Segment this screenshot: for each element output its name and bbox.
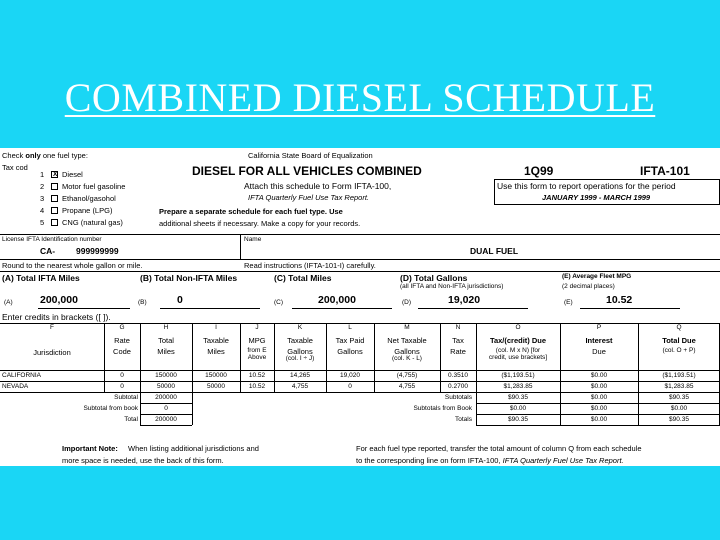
underline (160, 308, 260, 309)
grid-line (638, 323, 639, 425)
cell-total-due: ($1,193.51) (662, 372, 696, 379)
important-note-line2: more space is needed, use the back of this form. (62, 456, 224, 465)
taxpayer-name: DUAL FUEL (470, 246, 519, 256)
fuel-type-2-number: 2 (40, 182, 45, 191)
totals-total-due: $90.35 (669, 416, 689, 423)
subtotals-from-book-label: Subtotals from Book (413, 405, 472, 412)
col-d-note: (all IFTA and Non-IFTA jurisdictions) (400, 283, 504, 290)
subtotal-label: Subtotal (114, 394, 138, 401)
subtotals-from-book-interest: $0.00 (590, 405, 608, 412)
important-note-line1: When listing additional jurisdictions and (128, 444, 259, 453)
grid-line (560, 323, 561, 425)
transfer-note-line2: to the corresponding line on form IFTA-100, IFTA Quarterly Fuel Use Tax Report. (356, 456, 624, 465)
grid-line (476, 323, 477, 425)
form-id: IFTA-101 (640, 164, 690, 178)
divider (0, 259, 240, 260)
row-border (476, 403, 720, 404)
col-b-label: (B) Total Non-IFTA Miles (140, 273, 238, 283)
cell-taxable-miles: 50000 (206, 383, 226, 390)
divider (240, 259, 720, 260)
col-d-label: (D) Total Gallons (400, 273, 468, 283)
cell-total-miles: 150000 (155, 372, 177, 379)
header-total-due: Total Due (col. O + P) (662, 336, 696, 354)
a-letter: (A) (4, 299, 13, 306)
additional-sheets-note: additional sheets if necessary. Make a copy for your records. (159, 219, 361, 228)
header-net-taxable-gallons: Net Taxable Gallons (col. K - L) (387, 336, 427, 362)
attach-form-name: IFTA Quarterly Fuel Use Tax Report. (248, 193, 370, 202)
fuel-type-5-number: 5 (40, 218, 45, 227)
col-letter-p: P (596, 324, 602, 331)
row-border (476, 414, 720, 415)
totals-label: Totals (455, 416, 472, 423)
cell-jurisdiction: CALIFORNIA (2, 372, 42, 379)
transfer-note-line1: For each fuel type reported, transfer the total amount of column Q from each schedule (356, 444, 642, 453)
average-fleet-mpg: 10.52 (606, 294, 633, 306)
c-letter: (C) (274, 299, 284, 306)
license-number: 999999999 (76, 246, 119, 256)
round-instruction: Round to the nearest whole gallon or mile. (2, 261, 143, 270)
row-border (0, 392, 720, 393)
col-e-note: (2 decimal places) (562, 283, 615, 290)
cell-mpg: 10.52 (248, 372, 266, 379)
d-letter: (D) (402, 299, 412, 306)
grid-line (440, 323, 441, 392)
col-letter-f: F (50, 324, 54, 331)
license-prefix: CA- (40, 246, 56, 256)
cell-net-taxable-gallons: 4,755 (398, 383, 416, 390)
fuel-type-5-checkbox[interactable] (51, 219, 58, 226)
tax-code-label: Tax cod (2, 163, 28, 172)
header-tax-rate: Tax Rate (450, 336, 466, 356)
subtotal-miles: 200000 (155, 394, 177, 401)
form-heading: DIESEL FOR ALL VEHICLES COMBINED (192, 164, 422, 178)
underline (580, 308, 680, 309)
underline (418, 308, 528, 309)
underline (38, 308, 130, 309)
divider (240, 234, 241, 260)
header-rate-code: Rate Code (113, 336, 131, 356)
row-border (140, 425, 192, 426)
grid-line (140, 323, 141, 425)
row-border (140, 414, 192, 415)
col-e-label: (E) Average Fleet MPG (562, 273, 632, 280)
row-border (0, 381, 720, 382)
cell-tax-paid-gallons: 0 (348, 383, 352, 390)
cell-interest-due: $0.00 (590, 383, 608, 390)
read-instruction: Read instructions (IFTA-101-I) carefully. (244, 261, 376, 270)
cell-taxable-gallons: 14,265 (290, 372, 310, 379)
header-bottom-border (0, 370, 720, 371)
cell-tax-due: $1,283.85 (503, 383, 533, 390)
cell-rate-code: 0 (120, 383, 124, 390)
fuel-type-3-number: 3 (40, 194, 45, 203)
cell-taxable-miles: 150000 (205, 372, 227, 379)
col-letter-k: K (297, 324, 303, 331)
underline (292, 308, 392, 309)
total-gallons: 19,020 (448, 294, 481, 306)
fuel-type-1-number: 1 (40, 170, 45, 179)
col-c-label: (C) Total Miles (274, 273, 332, 283)
subtotals-from-book-tax-due: $0.00 (509, 405, 527, 412)
fuel-type-2-label: Motor fuel gasoline (62, 182, 126, 191)
col-letter-i: I (215, 324, 217, 331)
subtotals-from-book-total-due: $0.00 (670, 405, 688, 412)
subtotals-total-due: $90.35 (669, 394, 689, 401)
cell-rate-code: 0 (120, 372, 124, 379)
fuel-type-1-checkbox[interactable]: X (53, 171, 58, 178)
fuel-type-4-checkbox[interactable] (51, 207, 58, 214)
subtotal-from-book-miles: 0 (164, 405, 168, 412)
header-tax-paid-gallons: Tax Paid Gallons (335, 336, 365, 356)
cell-total-miles: 50000 (156, 383, 176, 390)
fuel-type-4-number: 4 (40, 206, 45, 215)
col-letter-j: J (255, 324, 259, 331)
total-miles: 200,000 (318, 294, 356, 306)
cell-tax-due: ($1,193.51) (501, 372, 535, 379)
reporting-period: JANUARY 1999 - MARCH 1999 (542, 193, 651, 202)
cell-jurisdiction: NEVADA (2, 383, 29, 390)
grid-line (374, 323, 375, 392)
important-note-label: Important Note: (62, 444, 118, 453)
fuel-type-2-checkbox[interactable] (51, 183, 58, 190)
header-tax-due: Tax/(credit) Due (col. M x N) [for credit, use brackets] (488, 336, 548, 361)
fuel-type-3-checkbox[interactable] (51, 195, 58, 202)
attach-instruction: Attach this schedule to Form IFTA-100, (244, 181, 392, 191)
license-label: License IFTA Identification number (2, 236, 102, 243)
agency-name: California State Board of Equalization (248, 151, 373, 160)
cell-tax-rate: 0.2700 (448, 383, 468, 390)
col-letter-o: O (515, 324, 521, 331)
col-letter-g: G (119, 324, 125, 331)
col-letter-l: L (348, 324, 352, 331)
total-non-ifta-miles: 0 (177, 294, 183, 306)
separate-schedule-note: Prepare a separate schedule for each fuel type. Use (159, 207, 343, 216)
cell-tax-rate: 0.3510 (448, 372, 468, 379)
divider (0, 234, 720, 235)
subtotals-tax-due: $90.35 (508, 394, 528, 401)
totals-tax-due: $90.35 (508, 416, 528, 423)
ifta-101-form (0, 148, 720, 466)
credits-instruction: Enter credits in brackets ([ ]). (2, 312, 111, 322)
cell-net-taxable-gallons: (4,755) (396, 372, 418, 379)
grid-line (104, 323, 105, 392)
quarter: 1Q99 (524, 164, 554, 178)
total-label: Total (124, 416, 138, 423)
grid-line (326, 323, 327, 392)
header-interest-due: Interest Due (585, 336, 613, 356)
col-letter-h: H (163, 324, 169, 331)
fuel-type-1-label: Diesel (62, 170, 83, 179)
totals-interest: $0.00 (590, 416, 608, 423)
header-taxable-miles: Taxable Miles (203, 336, 229, 356)
col-letter-q: Q (676, 324, 682, 331)
cell-interest-due: $0.00 (590, 372, 608, 379)
row-border (476, 425, 720, 426)
table-top-border (0, 323, 720, 324)
header-taxable-gallons: Taxable Gallons (col. I ÷ J) (285, 336, 315, 362)
total-miles-sum: 200000 (155, 416, 177, 423)
cell-total-due: $1,283.85 (664, 383, 694, 390)
col-a-label: (A) Total IFTA Miles (2, 273, 80, 283)
cell-taxable-gallons: 4,755 (291, 383, 309, 390)
header-mpg: MPG from E Above (247, 336, 267, 361)
grid-line (274, 323, 275, 392)
subtotals-label: Subtotals (444, 394, 472, 401)
header-jurisdiction: Jurisdiction (33, 348, 71, 357)
total-ifta-miles: 200,000 (40, 294, 78, 306)
divider (0, 271, 720, 272)
cell-tax-paid-gallons: 19,020 (340, 372, 360, 379)
name-label: Name (244, 236, 262, 243)
fuel-type-5-label: CNG (natural gas) (62, 218, 123, 227)
col-letter-m: M (404, 324, 410, 331)
row-border (140, 403, 192, 404)
grid-line (240, 323, 241, 392)
subtotals-interest: $0.00 (590, 394, 608, 401)
grid-line (192, 323, 193, 425)
header-total-miles: Total Miles (157, 336, 175, 356)
page-title: COMBINED DIESEL SCHEDULE (64, 75, 656, 120)
col-letter-n: N (455, 324, 461, 331)
e-letter: (E) (564, 299, 573, 306)
subtotal-from-book-label: Subtotal from book (83, 405, 138, 412)
fuel-type-4-label: Propane (LPG) (62, 206, 113, 215)
b-letter: (B) (138, 299, 147, 306)
fuel-type-3-label: Ethanol/gasohol (62, 194, 116, 203)
cell-mpg: 10.52 (248, 383, 266, 390)
period-instruction: Use this form to report operations for the period (497, 181, 676, 191)
check-instruction: Check only one fuel type: (2, 151, 88, 160)
